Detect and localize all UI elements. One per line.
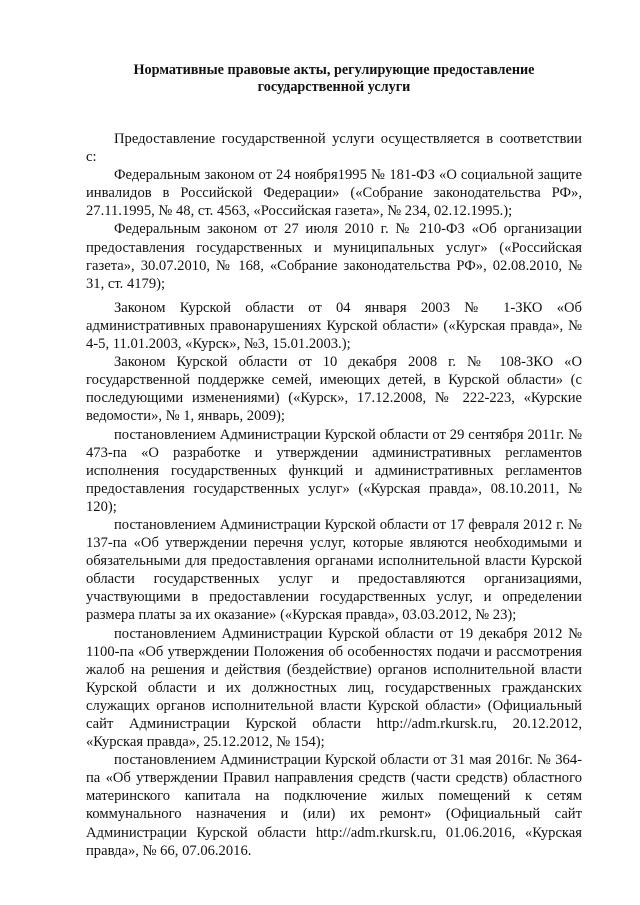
document-body bbox=[86, 130, 582, 860]
paragraph-resolution-473: постановлением Администрации Курской области от 29 сентября 2011г. № 473-па «О разработке и утверждении административных регламентов исполнения государственных функций и административных регламентов предоставления государственных услуг» («Курская правда», 08.10.2011, № 120); bbox=[86, 426, 582, 515]
paragraph-resolution-1100: постановлением Администрации Курской области от 19 декабря 2012 № 1100-па «Об утверждении Положения об особенностях подачи и рассмотрения жалоб на решения и действия (бездействие) органов исполнительной власти Курской области и их должностных лиц, государственных гражданских служащих органов исполнительной власти Курской области» (Официальный сайт Администрации Курской области http://adm.rkursk.ru, 20.12.2012, «Курская правда», 25.12.2012, № 154); bbox=[86, 625, 582, 751]
paragraph-resolution-364: постановлением Администрации Курской области от 31 мая 2016г. № 364-па «Об утверждении Правил направления средств (части средств) областного материнского капитала на подключение жилых помещений к сетям коммунального назначения и (или) их ремонт» (Официальный сайт Администрации Курской области http://adm.rkursk.ru, 01.06.2016, «Курская правда», № 66, 07.06.2016. bbox=[86, 752, 582, 859]
paragraph-resolution-137: постановлением Администрации Курской области от 17 февраля 2012 г. № 137-па «Об утверждении перечня услуг, которые являются необходимыми и обязательными для предоставления органами исполнительной власти Курской области государственных услуг и предоставляются организациями, участвующими в предоставлении государственных услуг, и определении размера платы за их оказание» («Курская правда», 03.03.2012, № 23); bbox=[86, 516, 582, 624]
paragraph-regional-law-108: Законом Курской области от 10 декабря 2008 г. № 108-ЗКО «О государственной поддержке семей, имеющих детей, в Курской области» (с последующими изменениями) («Курск», 17.12.2008, № 222-223, «Курские ведомости», № 1, январь, 2009); bbox=[86, 354, 582, 425]
paragraph-regional-law-1: Законом Курской области от 04 января 2003 № 1-ЗКО «Об административных правонарушениях Курской области» («Курская правда», № 4-5, 11.01.2003, «Курск», №3, 15.01.2003.); bbox=[86, 299, 582, 353]
paragraph-federal-law-210: Федеральным законом от 27 июля 2010 г. № 210-ФЗ «Об организации предоставления государственных и муниципальных услуг» («Российская газета», 30.07.2010, № 168, «Собрание законодательства РФ», 02.08.2010, № 31, ст. 4179); bbox=[86, 221, 582, 292]
page-title-line-1: Нормативные правовые акты, регулирующие предоставление bbox=[133, 62, 535, 78]
page-title bbox=[86, 62, 582, 96]
paragraph-federal-law-181: Федеральным законом от 24 ноября1995 № 181-ФЗ «О социальной защите инвалидов в Российской Федерации» («Собрание законодательства РФ», 27.11.1995, № 48, ст. 4563, «Российская газета», № 234, 02.12.1995.); bbox=[86, 167, 582, 220]
page-title-line-2: государственной услуги bbox=[257, 79, 411, 95]
paragraph-intro: Предоставление государственной услуги осуществляется в соответствии с: bbox=[86, 131, 582, 166]
